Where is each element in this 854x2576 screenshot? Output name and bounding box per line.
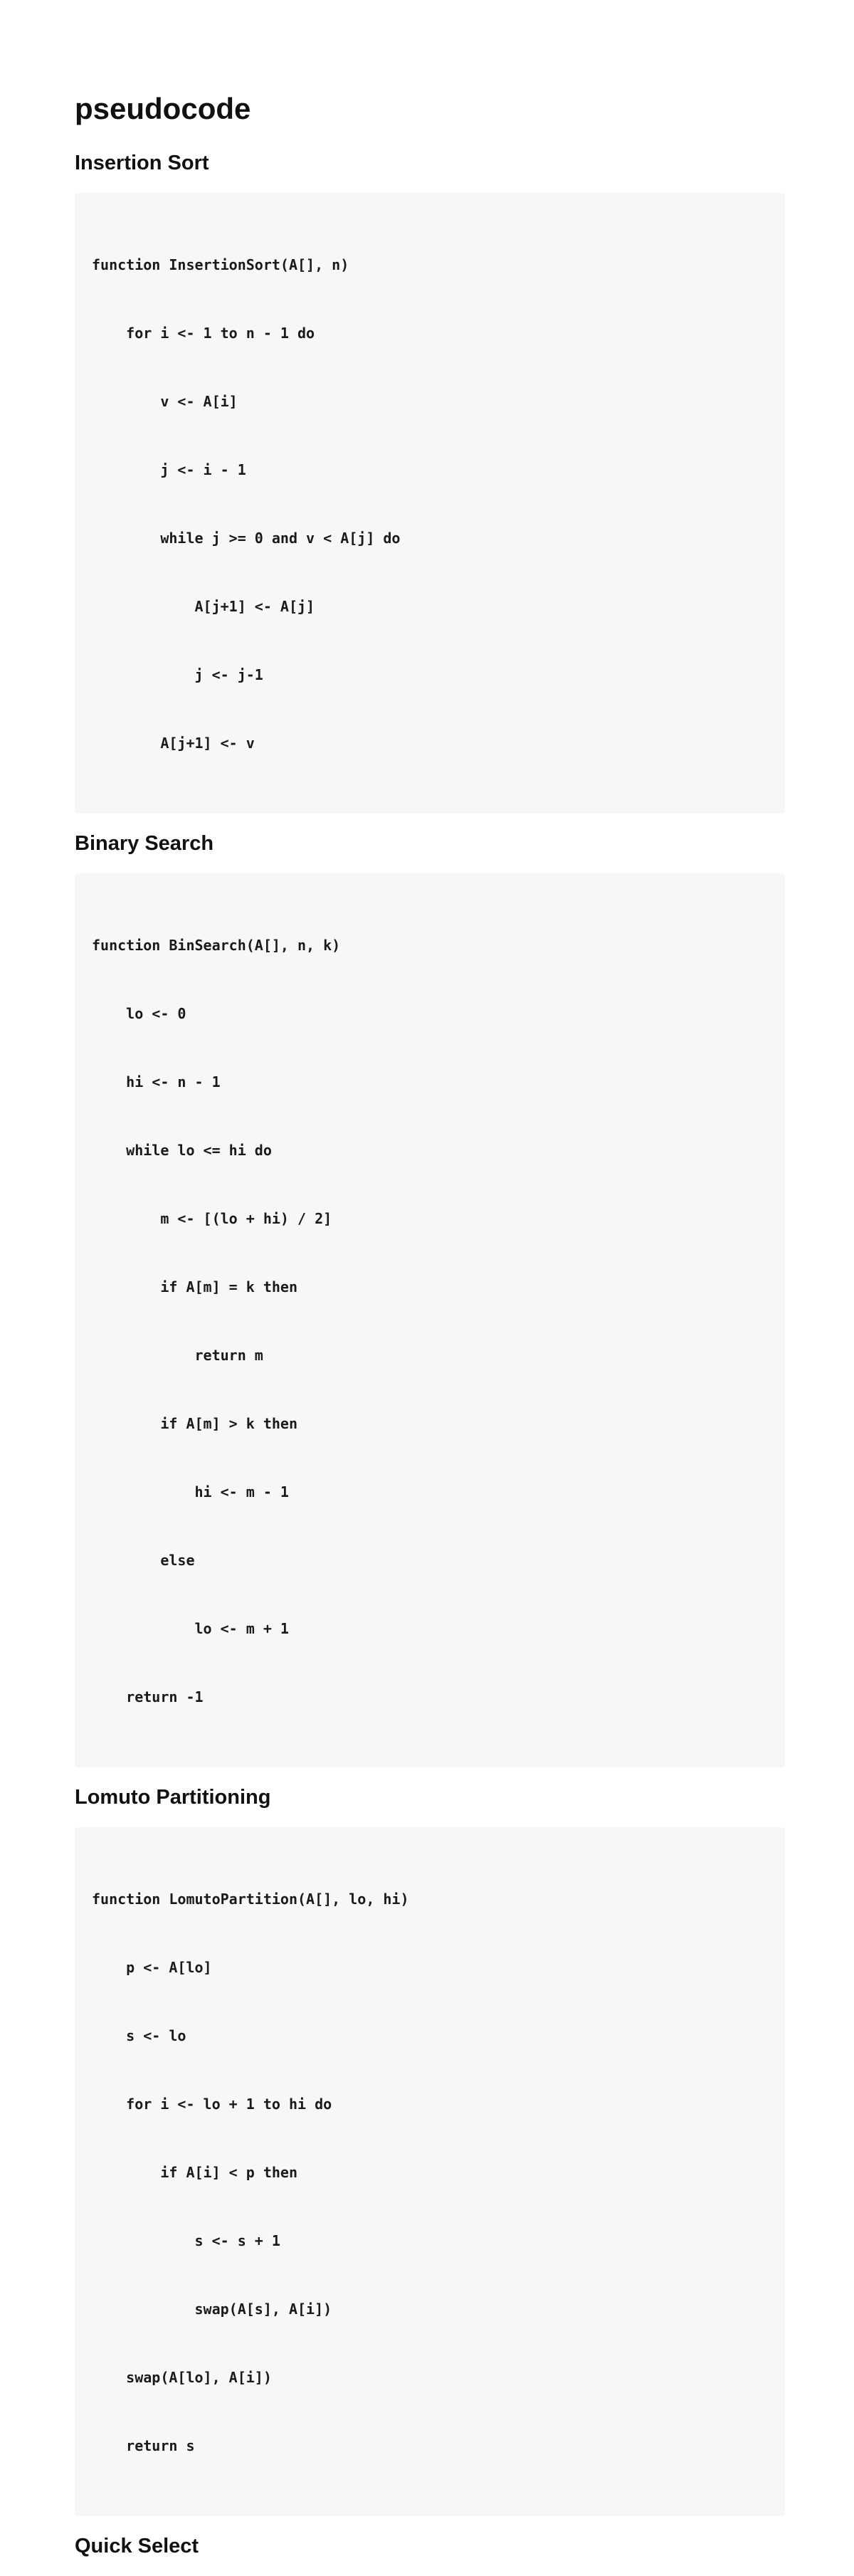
code-line: swap(A[s], A[i]) [92, 2301, 332, 2318]
code-line: return -1 [92, 1688, 204, 1705]
section-heading-binary-search: Binary Search [75, 832, 214, 855]
code-line: hi <- n - 1 [92, 1073, 221, 1090]
code-line: v <- A[i] [92, 393, 238, 410]
code-line: if A[m] > k then [92, 1415, 297, 1432]
section-heading-lomuto-partitioning: Lomuto Partitioning [75, 1786, 271, 1809]
code-line: lo <- m + 1 [92, 1620, 289, 1637]
section-heading-quick-select: Quick Select [75, 2535, 199, 2557]
code-line: for i <- lo + 1 to hi do [92, 2096, 332, 2113]
page-title: pseudocode [75, 92, 251, 125]
code-line: s <- lo [92, 2027, 186, 2044]
code-block-binary-search [75, 873, 785, 1767]
code-line: j <- j-1 [92, 666, 263, 683]
code-line: lo <- 0 [92, 1005, 186, 1022]
code-line: swap(A[lo], A[i]) [92, 2369, 272, 2386]
code-block-lomuto-partitioning [75, 1827, 785, 2516]
code-line: function InsertionSort(A[], n) [92, 256, 349, 273]
code-line: function LomutoPartition(A[], lo, hi) [92, 1891, 409, 1908]
code-line: return s [92, 2437, 195, 2454]
code-line: else [92, 1552, 195, 1569]
code-line: while lo <= hi do [92, 1142, 272, 1159]
code-line: j <- i - 1 [92, 461, 246, 478]
code-line: A[j+1] <- A[j] [92, 598, 315, 615]
code-line: if A[m] = k then [92, 1278, 297, 1295]
code-line: function BinSearch(A[], n, k) [92, 937, 341, 954]
code-line: if A[i] < p then [92, 2164, 297, 2181]
section-heading-insertion-sort: Insertion Sort [75, 152, 209, 174]
code-line: p <- A[lo] [92, 1959, 212, 1976]
code-line: s <- s + 1 [92, 2232, 280, 2249]
document-page [75, 89, 785, 2576]
code-line: for i <- 1 to n - 1 do [92, 325, 315, 342]
code-block-insertion-sort [75, 193, 785, 814]
code-line: m <- [(lo + hi) / 2] [92, 1210, 332, 1227]
code-line: return m [92, 1347, 263, 1364]
code-line: while j >= 0 and v < A[j] do [92, 530, 401, 547]
code-line: hi <- m - 1 [92, 1483, 289, 1500]
code-line: A[j+1] <- v [92, 735, 255, 752]
